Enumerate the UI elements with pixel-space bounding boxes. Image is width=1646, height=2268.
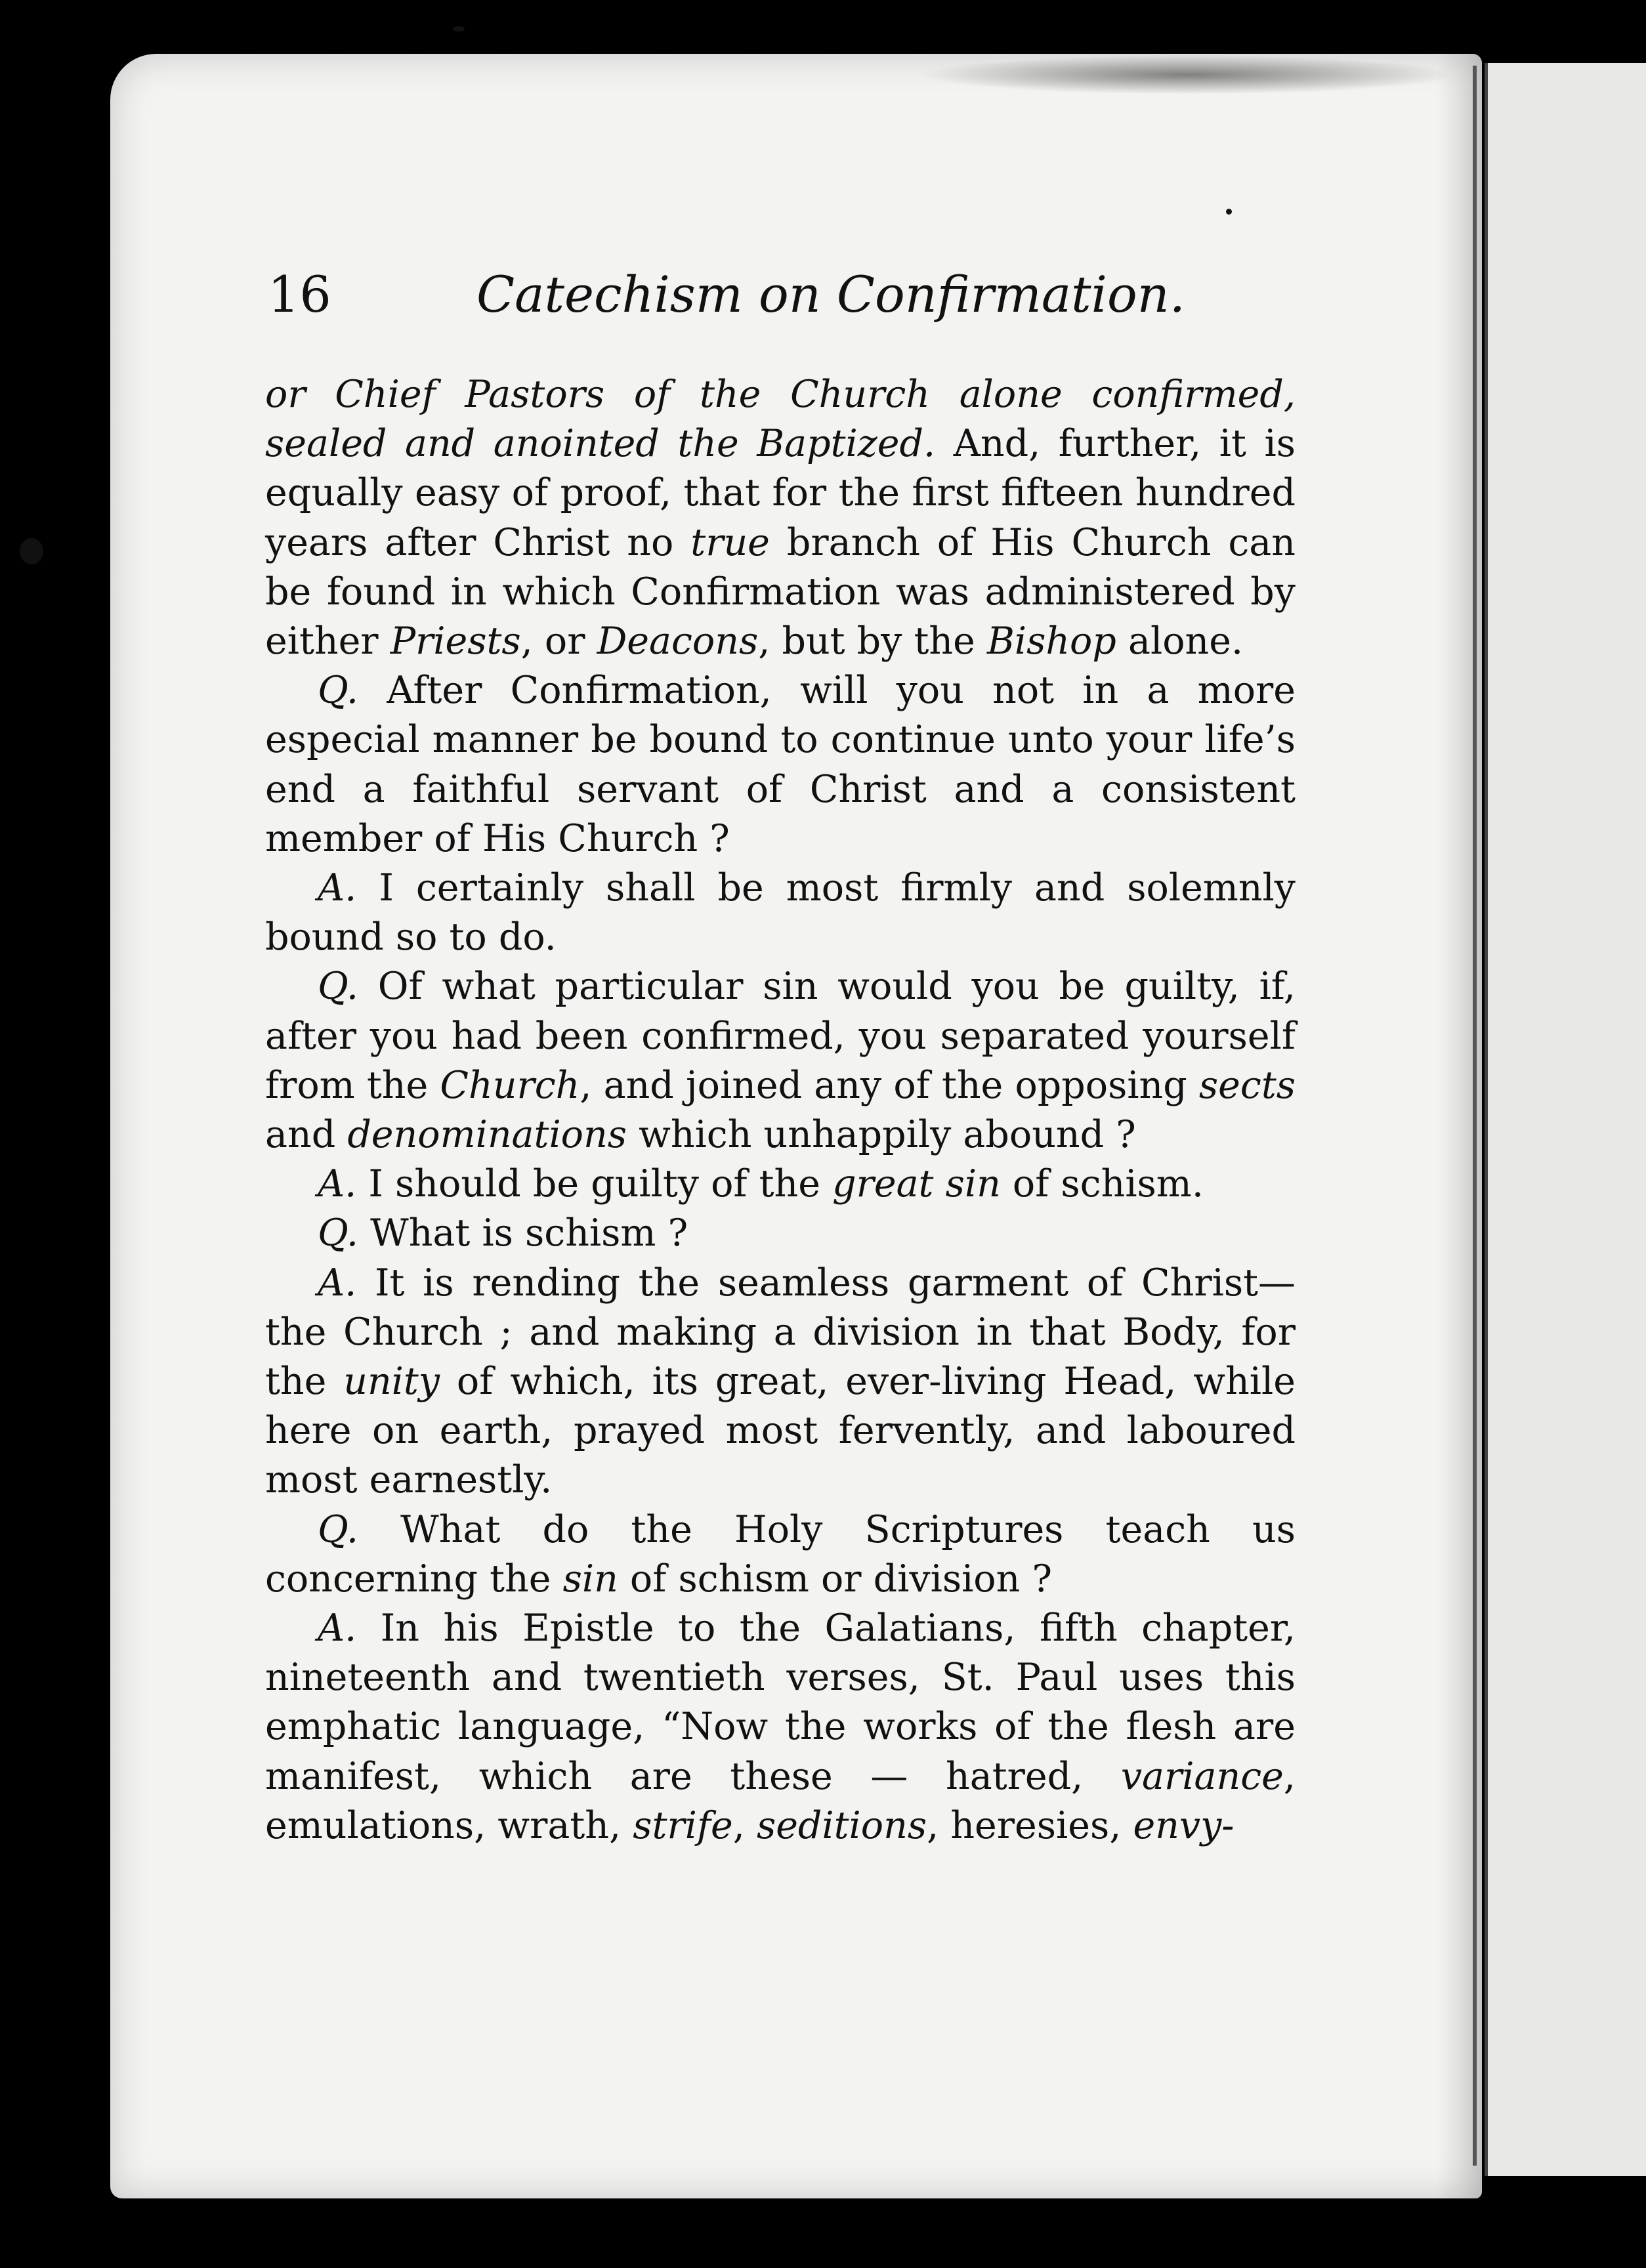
text-run: alone. <box>1116 620 1244 663</box>
text-run: What is schism ? <box>358 1211 688 1255</box>
text-run: Of what particular sin would you be guilty, if, after you had been confirmed, you separated yourself from the <box>265 965 1296 1107</box>
text-run: I certainly shall be most firmly and solemnly bound so to do. <box>265 866 1296 959</box>
question-label: Q. <box>318 1211 359 1255</box>
question-paragraph <box>265 666 1296 864</box>
text-run: In his Epistle to the Galatians, fifth chapter, nineteenth and twentieth verses, St. Paul uses this emphatic language, “Now the works of the flesh are manifest, which are these — hatred, <box>265 1606 1296 1798</box>
text-run: And, further, it is equally easy of proof, that for the first fifteen hundred years after Christ no <box>265 422 1296 564</box>
italic-text-run: Bishop <box>986 620 1116 663</box>
answer-label: A. <box>318 1606 357 1650</box>
answer-paragraph <box>265 1604 1296 1851</box>
italic-text-run: or Chief Pastors of the Church alone confirmed, sealed and anointed the Baptized. <box>265 373 1296 466</box>
italic-text-run: seditions <box>756 1803 927 1847</box>
text-run: branch of His Church can be found in which Confirmation was administered by either <box>265 520 1296 663</box>
question-paragraph <box>265 1209 1296 1258</box>
answer-label: A. <box>318 1162 357 1206</box>
text-run: It is rending the seamless garment of Christ—the Church ; and making a division in that Body, for the <box>265 1261 1296 1404</box>
adjacent-page-edge <box>1485 63 1646 2176</box>
text-run: After Confirmation, will you not in a more especial manner be bound to continue unto your life’s end a faithful servant of Christ and a consistent member of His Church ? <box>265 669 1296 860</box>
scan-speck <box>20 538 43 564</box>
page-number: 16 <box>268 265 331 324</box>
page-gutter-line <box>1473 66 1477 2166</box>
text-run: , but by the <box>758 620 987 663</box>
italic-text-run: Priests <box>390 620 521 663</box>
answer-paragraph <box>265 864 1296 962</box>
text-run: , emulations, wrath, <box>265 1754 1296 1847</box>
text-run: , <box>732 1803 757 1847</box>
italic-text-run: true <box>690 520 770 564</box>
text-run: I should be guilty of the <box>356 1162 833 1206</box>
question-paragraph <box>265 1505 1296 1604</box>
answer-label: A. <box>318 866 357 910</box>
answer-label: A. <box>318 1261 357 1305</box>
answer-paragraph <box>265 1259 1296 1505</box>
question-label: Q. <box>318 669 359 713</box>
italic-text-run: envy- <box>1133 1803 1234 1847</box>
question-label: Q. <box>318 1507 359 1551</box>
italic-text-run: Church <box>440 1063 580 1107</box>
text-run: of schism or division ? <box>618 1557 1053 1601</box>
text-run: of which, its great, ever-living Head, while here on earth, prayed most fervently, and laboured most earnestly. <box>265 1360 1296 1502</box>
continuation-paragraph <box>265 370 1296 666</box>
text-run: , and joined any of the opposing <box>580 1063 1199 1107</box>
text-run: What do the Holy Scriptures teach us concerning the <box>265 1507 1296 1601</box>
running-title: Catechism on Confirmation. <box>476 265 1185 324</box>
italic-text-run: Deacons <box>597 620 759 663</box>
page-body-text <box>265 370 1296 1851</box>
italic-text-run: sin <box>562 1557 618 1601</box>
question-label: Q. <box>318 965 359 1009</box>
answer-paragraph <box>265 1160 1296 1209</box>
text-run: and <box>265 1113 348 1157</box>
italic-text-run: great sin <box>832 1162 1001 1206</box>
italic-text-run: unity <box>343 1360 440 1404</box>
italic-text-run: strife <box>633 1803 733 1847</box>
italic-text-run: sects <box>1198 1063 1296 1107</box>
text-run: , or <box>520 620 597 663</box>
text-run: , heresies, <box>927 1803 1133 1847</box>
scan-speck <box>1226 209 1232 215</box>
question-paragraph <box>265 962 1296 1160</box>
text-run: which unhappily abound ? <box>626 1113 1136 1157</box>
running-header <box>268 265 1311 337</box>
text-run: of schism. <box>1000 1162 1204 1206</box>
italic-text-run: denominations <box>347 1113 627 1157</box>
italic-text-run: variance <box>1120 1754 1284 1798</box>
scan-speck <box>453 26 465 32</box>
scan-smudge <box>919 55 1457 94</box>
